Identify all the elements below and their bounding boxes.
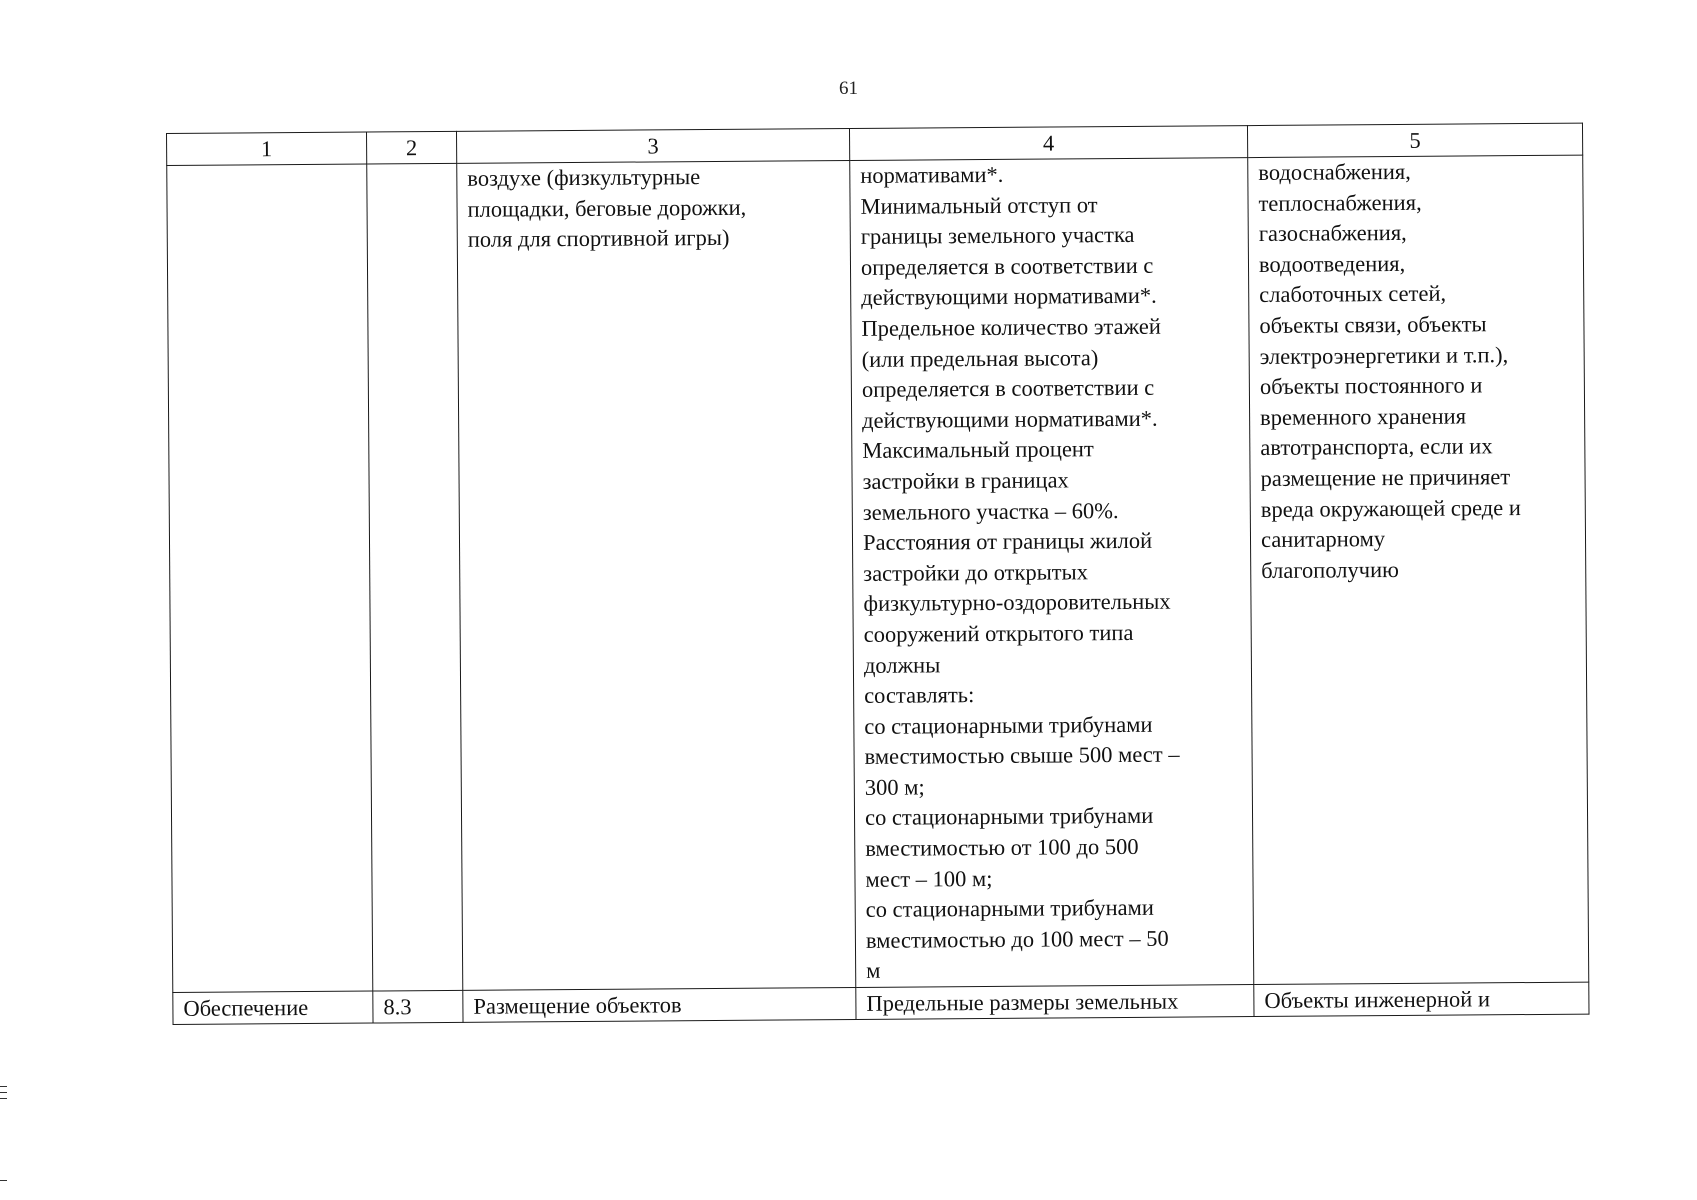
parameters-line: определяется в соответствии с — [860, 252, 1154, 280]
table-row — [167, 155, 1589, 992]
header-cell-3: 3 — [456, 128, 849, 163]
parameters-line: определяется в соответствии с — [861, 374, 1155, 403]
parameters-line: м — [866, 958, 881, 984]
auxiliary-line: водоотведения, — [1258, 250, 1406, 277]
regulations-table — [166, 123, 1590, 1025]
parameters-line: со стационарными трибунами — [865, 895, 1154, 923]
parameters-line: границы земельного участка — [860, 222, 1135, 250]
parameters-line: физкультурно-оздоровительных — [863, 588, 1171, 617]
auxiliary-line: временного хранения — [1260, 403, 1467, 430]
auxiliary-line: электроэнергетики и т.п.), — [1259, 341, 1509, 369]
auxiliary-line: санитарному — [1260, 526, 1386, 553]
parameters-line: составлять: — [864, 682, 975, 708]
scan-margin-mark — [0, 1098, 7, 1099]
page-number: 61 — [839, 78, 858, 99]
cell-parameters: Предельные размеры земельных — [856, 985, 1254, 1020]
auxiliary-line: водоснабжения, — [1258, 158, 1411, 185]
cell-description: Размещение объектов — [463, 987, 856, 1022]
parameters-line: действующими нормативами*. — [861, 283, 1157, 311]
scan-margin-mark — [0, 1092, 7, 1093]
cell-type-name: Обеспечение — [173, 991, 373, 1024]
cell-parameters — [850, 158, 1254, 988]
scan-margin-mark — [0, 1180, 7, 1181]
auxiliary-line: объекты связи, объекты — [1259, 311, 1487, 338]
parameters-line: застройки до открытых — [863, 558, 1089, 586]
auxiliary-line: автотранспорта, если их — [1260, 433, 1493, 461]
description-line: площадки, беговые дорожки, — [467, 194, 747, 222]
auxiliary-line: размещение не причиняет — [1260, 464, 1511, 491]
parameters-line: вместимостью свыше 500 мест – — [864, 741, 1180, 770]
parameters-line: действующими нормативами*. — [862, 405, 1158, 433]
parameters-line: нормативами*. — [860, 161, 1004, 188]
auxiliary-line: теплоснабжения, — [1258, 189, 1422, 216]
cell-code: 8.3 — [373, 990, 463, 1023]
auxiliary-line: благополучию — [1261, 556, 1399, 583]
description-line: поля для спортивной игры) — [467, 225, 730, 252]
parameters-line: Расстояния от границы жилой — [862, 527, 1153, 556]
auxiliary-line: газоснабжения, — [1258, 220, 1407, 247]
header-cell-1: 1 — [167, 132, 367, 165]
header-cell-2: 2 — [366, 131, 456, 164]
parameters-line: застройки в границах — [862, 467, 1069, 494]
parameters-line: вместимостью до 100 мест – 50 — [865, 925, 1169, 953]
parameters-line: Максимальный процент — [862, 436, 1094, 464]
cell-description — [457, 160, 856, 990]
header-cell-5: 5 — [1247, 123, 1582, 157]
cell-auxiliary-uses — [1248, 155, 1589, 984]
parameters-line: должны — [863, 651, 941, 678]
parameters-line: 300 м; — [864, 774, 925, 800]
parameters-line: вместимостью от 100 до 500 — [865, 833, 1139, 861]
parameters-line: Предельное количество этажей — [861, 313, 1161, 341]
auxiliary-line: вреда окружающей среде и — [1260, 494, 1521, 522]
parameters-line: со стационарными трибунами — [864, 803, 1154, 831]
parameters-line: со стационарными трибунами — [864, 711, 1153, 739]
parameters-line: Минимальный отступ от — [860, 191, 1098, 219]
description-line: воздухе (физкультурные — [467, 164, 701, 191]
parameters-line: мест – 100 м; — [865, 865, 993, 892]
parameters-line: земельного участка – 60%. — [862, 497, 1119, 525]
scan-margin-mark — [0, 1086, 7, 1087]
auxiliary-line: слаботочных сетей, — [1259, 280, 1447, 308]
auxiliary-line: объекты постоянного и — [1259, 372, 1483, 400]
cell-auxiliary-uses: Объекты инженерной и — [1254, 982, 1589, 1016]
cell-code — [367, 163, 463, 991]
cell-type-name — [167, 164, 373, 992]
parameters-line: сооружений открытого типа — [863, 619, 1134, 647]
header-cell-4: 4 — [849, 126, 1247, 161]
parameters-line: (или предельная высота) — [861, 344, 1099, 372]
